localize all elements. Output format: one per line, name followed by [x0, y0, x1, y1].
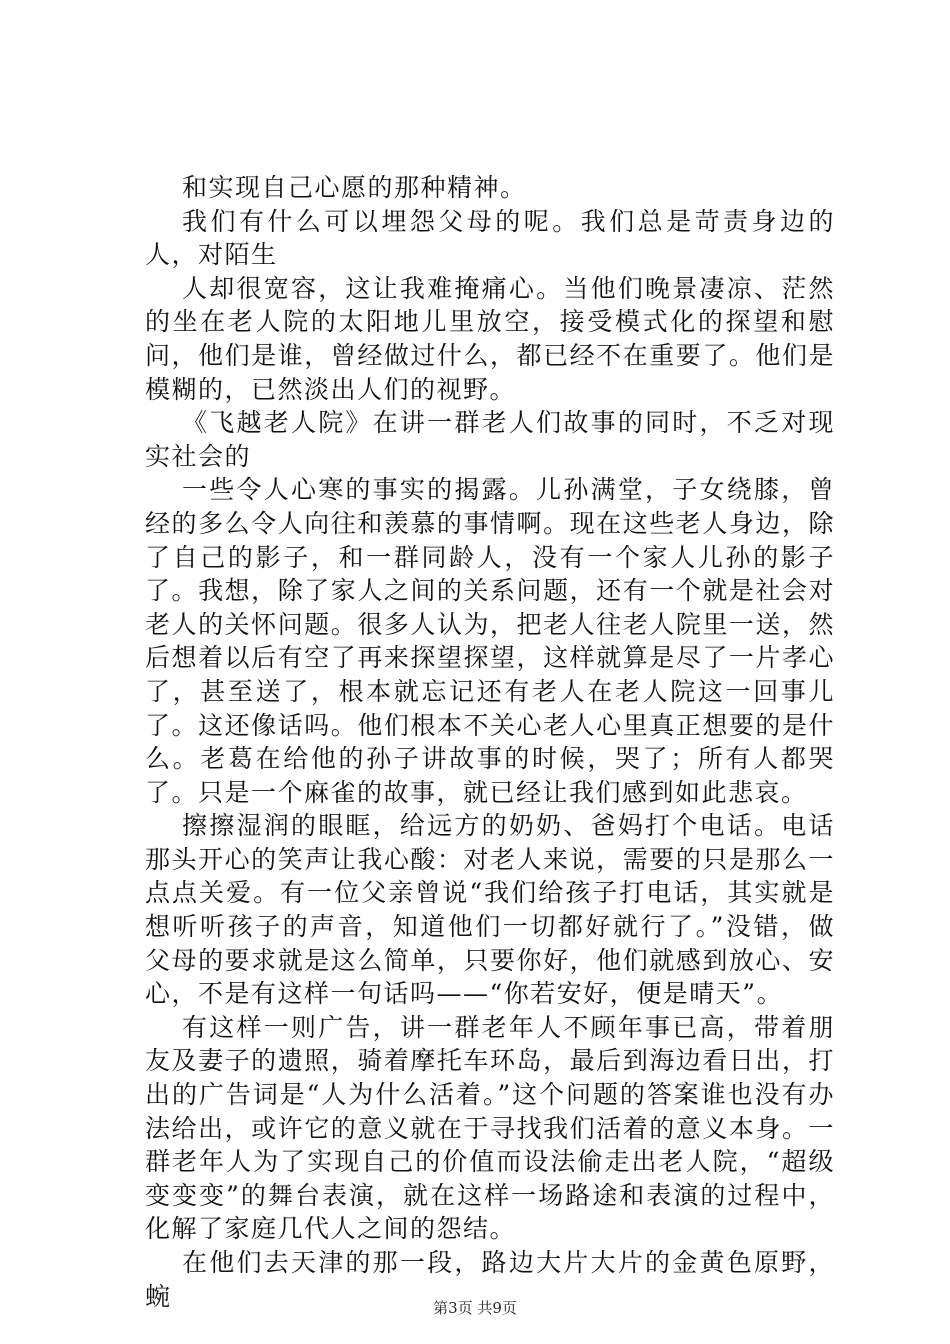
- paragraph-1: 和实现自己心愿的那种精神。: [182, 173, 527, 202]
- page-number-footer: 第3页 共9页: [433, 1299, 517, 1317]
- paragraph-4: 《飞越老人院》在讲一群老人们故事的同时，不乏对现实社会的: [145, 408, 835, 471]
- paragraph-5: 一些令人心寒的事实的揭露。儿孙满堂，子女绕膝，曾经的多么令人向往和羡慕的事情啊。现在这些老人身边，除了自己的影子，和一群同龄人，没有一个家人儿孙的影子了。我想，除了家人之间的关系问题，还有一个就是社会对老人的关怀问题。很多人认为，把老人往老人院里一送，然后想着以后有空了再来探望探望，这样就算是尽了一片孝心了，甚至送了，根本就忘记还有老人在老人院这一回事儿了。这还像话吗。他们根本不关心老人心里真正想要的是什么。老葛在给他的孙子讲故事的时候，哭了；所有人都哭了。只是一个麻雀的故事，就已经让我们感到如此悲哀。: [145, 475, 835, 807]
- paragraph-3: 人却很宽容，这让我难掩痛心。当他们晚景凄凉、茫然的坐在老人院的太阳地儿里放空，接受模式化的探望和慰问，他们是谁，曾经做过什么，都已经不在重要了。他们是模糊的，已然淡出人们的视野。: [145, 273, 835, 404]
- paragraph-6: 擦擦湿润的眼眶，给远方的奶奶、爸妈打个电话。电话那头开心的笑声让我心酸：对老人来说，需要的只是那么一点点关爱。有一位父亲曾说“我们给孩子打电话，其实就是想听听孩子的声音，知道他们一切都好就行了。”没错，做父母的要求就是这么简单，只要你好，他们就感到放心、安心，不是有这样一句话吗——“你若安好，便是晴天”。: [145, 811, 835, 1009]
- paragraph-2: 我们有什么可以埋怨父母的呢。我们总是苛责身边的人，对陌生: [145, 206, 835, 270]
- document-body: [145, 171, 835, 1313]
- paragraph-7: 有这样一则广告，讲一群老年人不顾年事已高，带着朋友及妻子的遗照，骑着摩托车环岛，最后到海边看日出，打出的广告词是“人为什么活着。”这个问题的答案谁也没有办法给出，或许它的意义就在于寻找我们活着的意义本身。一群老年人为了实现自己的价值而设法偷走出老人院，“超级变变变”的舞台表演，就在这样一场路途和表演的过程中，化解了家庭几代人之间的怨结。: [145, 1012, 835, 1244]
- paragraph-8: 在他们去天津的那一段，路边大片大片的金黄色原野，蜿: [145, 1248, 835, 1311]
